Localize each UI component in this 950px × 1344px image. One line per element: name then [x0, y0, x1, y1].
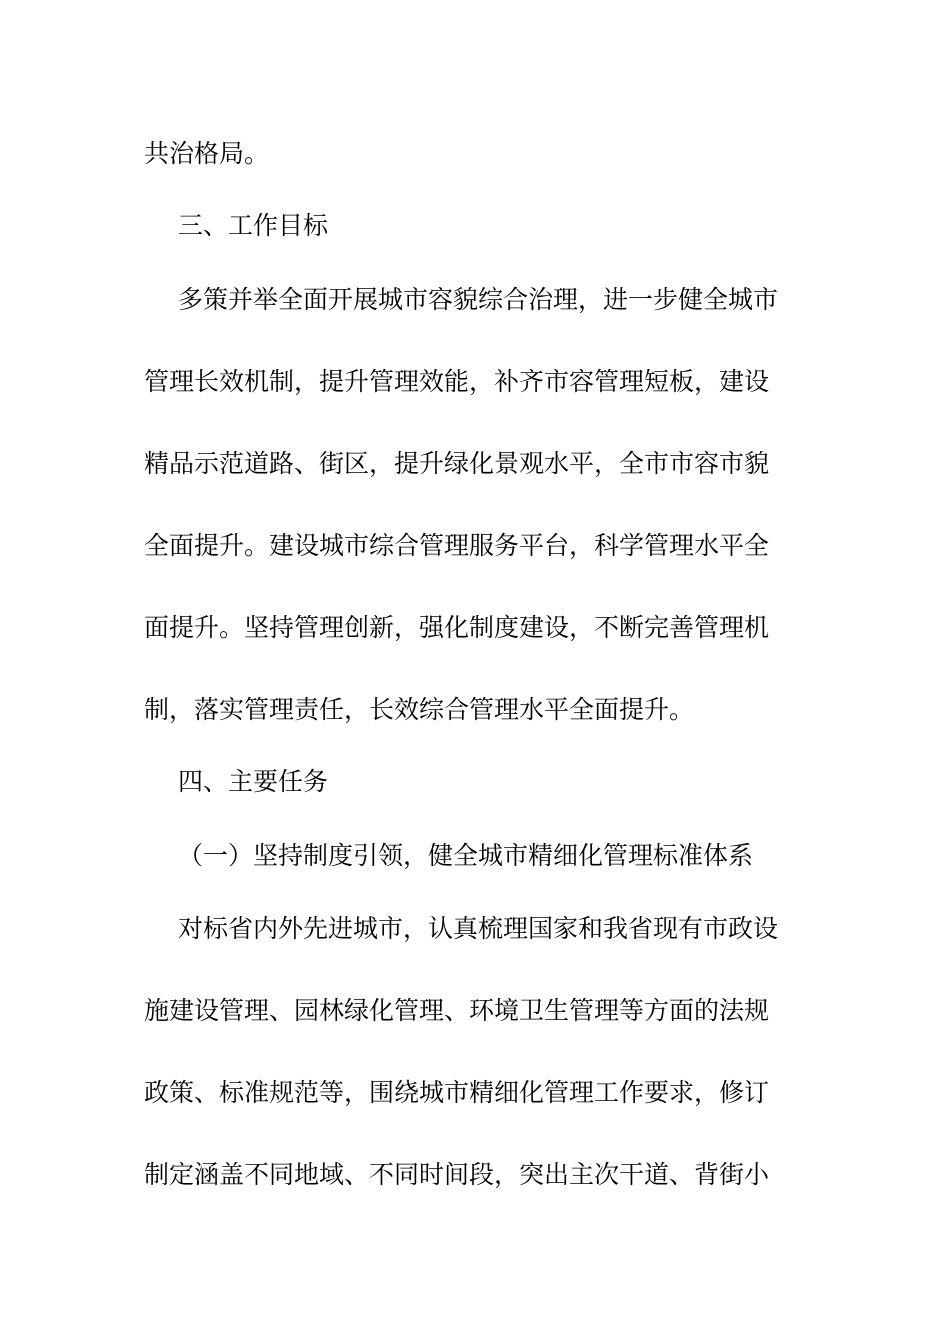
paragraph-line: 制，落实管理责任，长效综合管理水平全面提升。 — [144, 695, 695, 724]
section-heading-main-tasks: 四、主要任务 — [178, 767, 329, 796]
paragraph-line: 面提升。坚持管理创新，强化制度建设，不断完善管理机 — [144, 613, 770, 642]
paragraph-line: 施建设管理、园林绿化管理、环境卫生管理等方面的法规 — [144, 996, 770, 1025]
paragraph-line: 政策、标准规范等，围绕城市精细化管理工作要求，修订 — [144, 1078, 770, 1107]
paragraph-line: 共治格局。 — [144, 139, 270, 168]
paragraph-line: 制定涵盖不同地域、不同时间段，突出主次干道、背街小 — [144, 1160, 770, 1189]
paragraph-line: 对标省内外先进城市，认真梳理国家和我省现有市政设 — [178, 914, 779, 943]
section-heading-work-goals: 三、工作目标 — [178, 211, 329, 240]
paragraph-line: 精品示范道路、街区，提升绿化景观水平，全市市容市貌 — [144, 449, 770, 478]
paragraph-line: 管理长效机制，提升管理效能，补齐市容管理短板，建设 — [144, 367, 770, 396]
subsection-heading: （一）坚持制度引领，健全城市精细化管理标准体系 — [178, 841, 754, 870]
paragraph-line: 全面提升。建设城市综合管理服务平台，科学管理水平全 — [144, 531, 770, 560]
paragraph-line: 多策并举全面开展城市容貌综合治理，进一步健全城市 — [178, 285, 779, 314]
